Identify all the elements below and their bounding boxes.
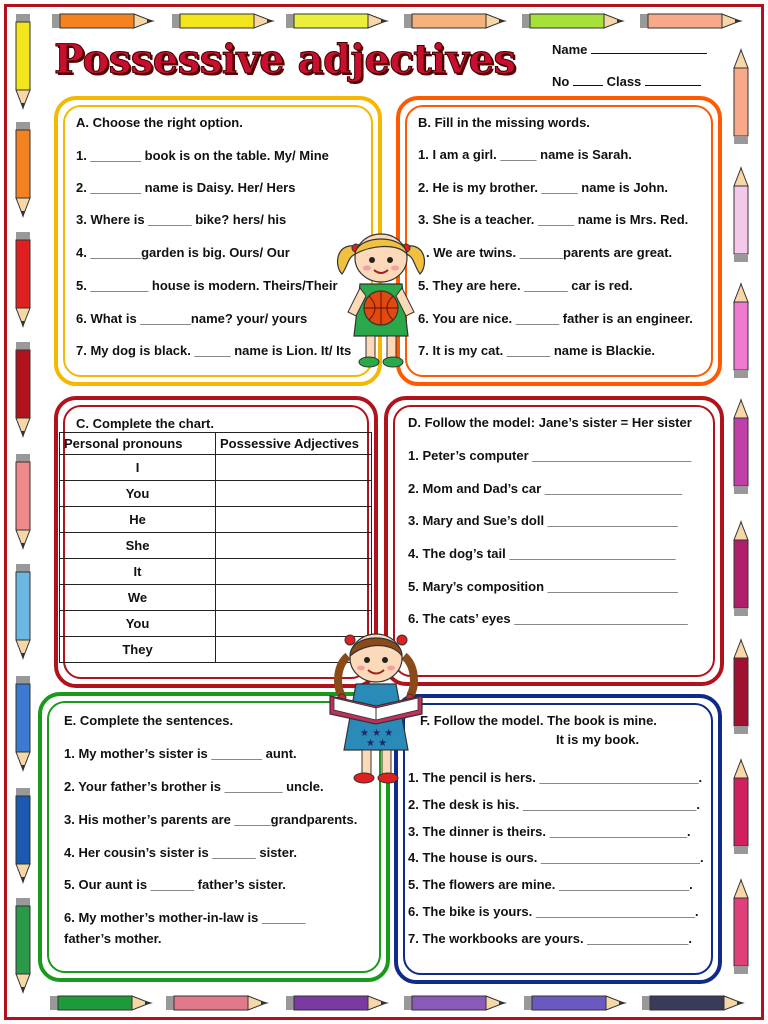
pencil-icon: [14, 232, 32, 330]
section-e-heading: E. Complete the sentences.: [64, 713, 234, 728]
pencil-icon: [732, 280, 750, 378]
pencil-icon: [286, 12, 392, 30]
section-f-heading-model: It is my book.: [556, 732, 640, 747]
pencil-icon: [732, 518, 750, 616]
table-row: [60, 559, 372, 585]
answer-cell[interactable]: [216, 507, 372, 533]
answer-cell[interactable]: [216, 585, 372, 611]
section-f-item: 3. The dinner is theirs. ___________________.: [408, 824, 691, 839]
pencil-icon: [14, 676, 32, 774]
pencil-icon: [404, 994, 510, 1012]
section-b-item: 7. It is my cat. ______ name is Blackie.: [418, 343, 656, 358]
section-d-heading: D. Follow the model: Jane’s sister = Her sister: [408, 415, 692, 430]
section-b-item: 3. She is a teacher. _____ name is Mrs. Red.: [418, 212, 689, 227]
section-e-item: 2. Your father’s brother is ________ uncle.: [64, 779, 324, 794]
section-f-item: 7. The workbooks are yours. ______________.: [408, 931, 693, 946]
pencil-icon: [14, 898, 32, 996]
answer-cell[interactable]: [216, 455, 372, 481]
page-title: Possessive adjectives: [54, 36, 516, 83]
girl-reading-illustration: [326, 626, 426, 786]
section-d-item: 1. Peter’s computer ______________________: [408, 448, 692, 463]
table-row: [60, 533, 372, 559]
pronoun-cell: You: [60, 611, 216, 637]
section-e-item: 1. My mother’s sister is _______ aunt.: [64, 746, 297, 761]
section-a-item: 1. _______ book is on the table. My/ Mine: [76, 148, 329, 163]
pencil-icon: [732, 876, 750, 974]
table-row: [60, 611, 372, 637]
pencil-icon: [522, 12, 628, 30]
section-b-item: 6. You are nice. ______ father is an engineer.: [418, 311, 693, 326]
girl-with-ball-illustration: [334, 226, 428, 370]
section-e-item: 4. Her cousin’s sister is ______ sister.: [64, 845, 297, 860]
pronoun-cell: He: [60, 507, 216, 533]
section-f-item: 1. The pencil is hers. ______________________.: [408, 770, 703, 785]
pronoun-cell: It: [60, 559, 216, 585]
pencil-icon: [14, 454, 32, 552]
section-a-item: 7. My dog is black. _____ name is Lion. It/ Its: [76, 343, 352, 358]
section-b-item: 2. He is my brother. _____ name is John.: [418, 180, 668, 195]
pencil-icon: [50, 994, 156, 1012]
name-label: Name: [552, 42, 588, 57]
pencil-icon: [732, 46, 750, 144]
pencil-icon: [732, 756, 750, 854]
section-a-item: 5. ________ house is modern. Theirs/Their: [76, 278, 338, 293]
no-label: No: [552, 74, 570, 89]
section-d-item: 5. Mary’s composition __________________: [408, 579, 678, 594]
section-b-heading: B. Fill in the missing words.: [418, 115, 590, 130]
pencil-icon: [14, 788, 32, 886]
section-e-item: 6. My mother’s mother-in-law is ______: [64, 910, 306, 925]
pencil-icon: [14, 14, 32, 112]
svg-text:★ ★ ★: ★ ★ ★: [360, 728, 394, 739]
number-class-field[interactable]: [552, 74, 701, 89]
pencil-icon: [732, 636, 750, 734]
section-a-item: 4. _______garden is big. Ours/ Our: [76, 245, 290, 260]
pronoun-cell: They: [60, 637, 216, 663]
section-a-item: 3. Where is ______ bike? hers/ his: [76, 212, 287, 227]
section-e-item: 3. His mother’s parents are _____grandparents.: [64, 812, 358, 827]
section-d-item: 2. Mom and Dad’s car ___________________: [408, 481, 683, 496]
table-row: [60, 481, 372, 507]
section-f-item: 4. The house is ours. ______________________.: [408, 850, 704, 865]
pencil-icon: [732, 164, 750, 262]
pencil-icon: [166, 994, 272, 1012]
answer-cell[interactable]: [216, 559, 372, 585]
section-d-item: 3. Mary and Sue’s doll __________________: [408, 513, 678, 528]
section-a-heading: A. Choose the right option.: [76, 115, 243, 130]
pencil-icon: [524, 994, 630, 1012]
class-label: Class: [606, 74, 642, 89]
section-a-item: 2. _______ name is Daisy. Her/ Hers: [76, 180, 296, 195]
section-f-item: 6. The bike is yours. ______________________.: [408, 904, 699, 919]
table-row: [60, 507, 372, 533]
chart-header-pronouns: Personal pronouns: [60, 433, 216, 455]
pencil-icon: [732, 396, 750, 494]
pencil-icon: [14, 342, 32, 440]
section-d-box: [384, 396, 724, 686]
pronoun-cell: We: [60, 585, 216, 611]
section-f-item: 2. The desk is his. ________________________.: [408, 797, 701, 812]
chart-header-possessive: Possessive Adjectives: [216, 433, 372, 455]
section-e-item: father’s mother.: [64, 931, 162, 946]
pencil-icon: [172, 12, 278, 30]
pronoun-cell: She: [60, 533, 216, 559]
pencil-icon: [642, 994, 748, 1012]
section-a-item: 6. What is _______name? your/ yours: [76, 311, 308, 326]
section-b-item: 5. They are here. ______ car is red.: [418, 278, 633, 293]
section-c-heading: C. Complete the chart.: [76, 416, 214, 431]
section-b-item: . We are twins. ______parents are great.: [426, 245, 673, 260]
pencil-icon: [404, 12, 510, 30]
pencil-icon: [14, 564, 32, 662]
pencil-icon: [14, 122, 32, 220]
section-d-item: 6. The cats’ eyes ________________________: [408, 611, 688, 626]
section-f-heading: F. Follow the model. The book is mine.: [420, 713, 657, 728]
table-row: [60, 455, 372, 481]
section-b-item: 1. I am a girl. _____ name is Sarah.: [418, 147, 632, 162]
name-field[interactable]: [552, 42, 707, 57]
pencil-icon: [640, 12, 746, 30]
pronoun-cell: I: [60, 455, 216, 481]
svg-text:★ ★: ★ ★: [366, 738, 388, 749]
section-f-item: 5. The flowers are mine. __________________.: [408, 877, 693, 892]
pencil-icon: [52, 12, 158, 30]
section-e-item: 5. Our aunt is ______ father’s sister.: [64, 877, 286, 892]
pronoun-cell: You: [60, 481, 216, 507]
table-row: [60, 585, 372, 611]
pencil-icon: [286, 994, 392, 1012]
answer-cell[interactable]: [216, 481, 372, 507]
table-row: [60, 637, 372, 663]
section-d-item: 4. The dog’s tail _______________________: [408, 546, 676, 561]
answer-cell[interactable]: [216, 533, 372, 559]
